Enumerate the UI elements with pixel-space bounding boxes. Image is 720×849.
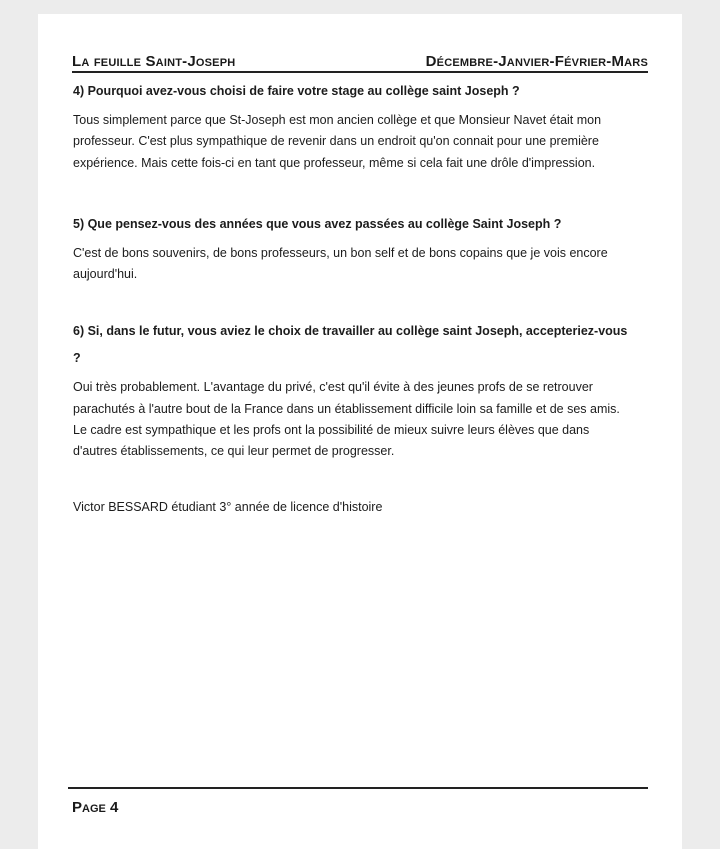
answer-6: Oui très probablement. L'avantage du privé, c'est qu'il évite à des jeunes profs de se retrouver parachutés à l'autre bout de la France dans un établissement difficile loin sa famille et de ses amis. Le cadre est sympathique et les profs ont la possibilité de mieux suivre leurs élèves que dans d'autres établissements, ce qui leur permet de progresser. [73,380,620,459]
question-4: 4) Pourquoi avez-vous choisi de faire votre stage au collège saint Joseph ? [73,84,520,98]
question-5: 5) Que pensez-vous des années que vous avez passées au collège Saint Joseph ? [73,216,562,231]
question-6: 6) Si, dans le futur, vous aviez le choix de travailler au collège saint Joseph, accepteriez-vous ? [73,324,628,366]
author-signature: Victor BESSARD étudiant 3° année de licence d'histoire [73,499,383,514]
footer-divider [68,787,648,789]
answer-4: Tous simplement parce que St-Joseph est mon ancien collège et que Monsieur Navet était mon professeur. C'est plus sympathique de revenir dans un endroit qu'on connait pour une première expérience. Mais cette fois-ci en tant que professeur, même si cela fait une drôle d'impression. [73,113,602,170]
interview-body [73,78,629,518]
page-header [72,50,648,73]
newsletter-title: La feuille Saint-Joseph [72,53,236,70]
page-number: Page 4 [72,799,119,816]
document-page [38,14,682,849]
answer-5: C'est de bons souvenirs, de bons professeurs, un bon self et de bons copains que je vois encore aujourd'hui. [73,245,608,282]
issue-period: Décembre-Janvier-Février-Mars [425,53,648,70]
